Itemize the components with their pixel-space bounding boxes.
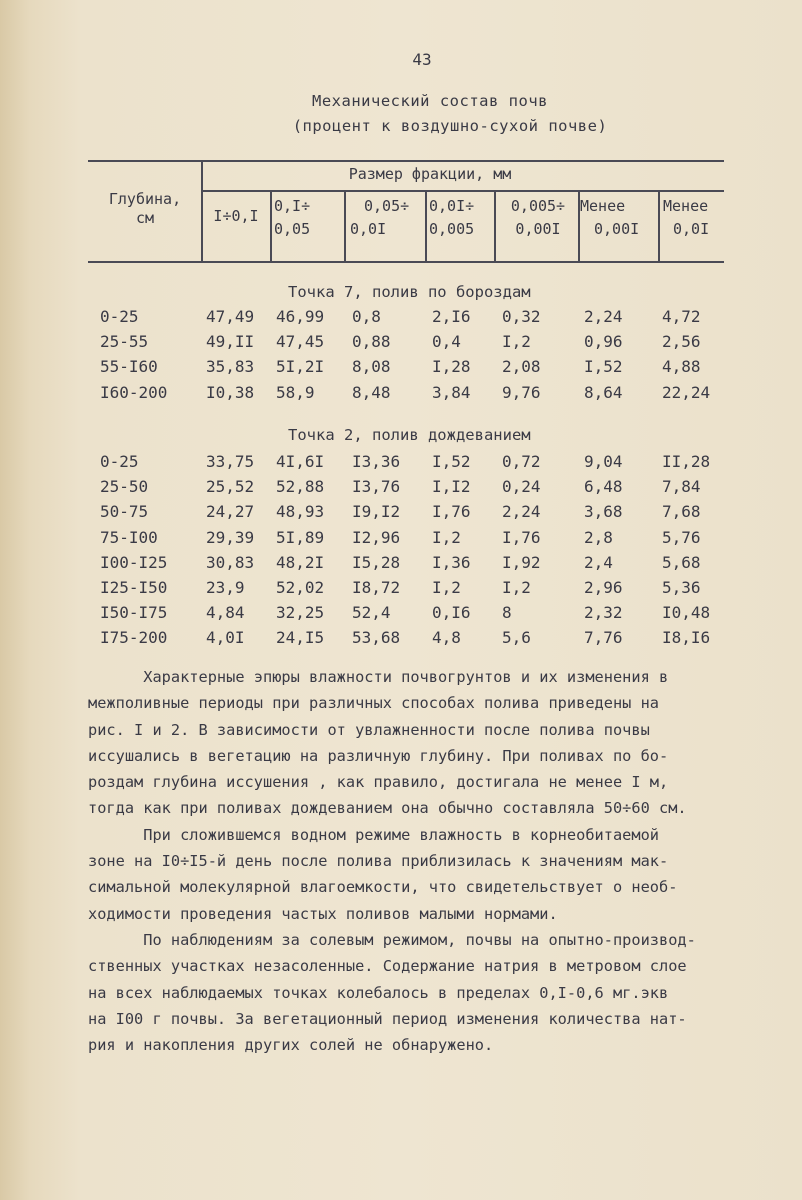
text-line: тогда как при поливах дождеванием она обычно составляла 50÷60 см. [88, 799, 687, 818]
value-cell: 47,49 [206, 307, 255, 327]
value-cell: 0,24 [502, 477, 541, 497]
value-cell: I8,72 [352, 578, 401, 598]
value-cell: 4,88 [662, 357, 701, 377]
value-cell: 46,99 [276, 307, 325, 327]
data-table-section-2 [100, 449, 726, 651]
depth-cell: I75-200 [100, 628, 168, 648]
depth-cell: I60-200 [100, 382, 168, 402]
fraction-header-line: 0,00I [515, 220, 561, 238]
value-cell: 5,76 [662, 527, 701, 547]
text-line: При сложившемся водном режиме влажность в корнеобитаемой [88, 825, 659, 844]
fraction-header-line: 0,05÷ [364, 197, 410, 215]
value-cell: 5,6 [502, 628, 531, 648]
value-cell: 33,75 [206, 452, 255, 472]
value-cell: 5,36 [662, 578, 701, 598]
value-cell: 6,48 [584, 477, 623, 497]
value-cell: I,52 [432, 452, 471, 472]
value-cell: 0,32 [502, 307, 541, 327]
text-line: на I00 г почвы. За вегетационный период изменения количества нат- [88, 1009, 687, 1028]
depth-cell: 50-75 [100, 502, 149, 522]
text-line: роздам глубина иссушения , как правило, достигала не менее I м, [88, 773, 669, 792]
fraction-header-line: Менее [580, 197, 626, 215]
value-cell: I0,48 [662, 603, 711, 623]
value-cell: 3,68 [584, 502, 623, 522]
table-row [100, 449, 726, 474]
value-cell: 2,24 [584, 307, 623, 327]
text-line: ственных участках незасоленные. Содержание натрия в метровом слое [88, 957, 687, 976]
value-cell: 4,0I [206, 628, 245, 648]
fraction-header-line: Менее [663, 197, 709, 215]
value-cell: 9,76 [502, 382, 541, 402]
value-cell: I,76 [432, 502, 471, 522]
fraction-header-line: 0,005 [429, 220, 475, 238]
value-cell: 8,08 [352, 357, 391, 377]
value-cell: 23,9 [206, 578, 245, 598]
text-line: зоне на I0÷I5-й день после полива приблизилась к значениям мак- [88, 852, 669, 871]
value-cell: 7,76 [584, 628, 623, 648]
value-cell: I9,I2 [352, 502, 401, 522]
fraction-header [274, 195, 342, 241]
value-cell: 53,68 [352, 628, 401, 648]
value-cell: 5I,89 [276, 527, 325, 547]
value-cell: I,36 [432, 552, 471, 572]
header-divider [425, 190, 427, 261]
fraction-group-header: Размер фракции, мм [348, 165, 512, 183]
value-cell: 25,52 [206, 477, 255, 497]
value-cell: I,2 [432, 527, 461, 547]
depth-header-unit: см [135, 209, 155, 227]
value-cell: I3,76 [352, 477, 401, 497]
text-line: иссушались в вегетацию на различную глубину. При поливах по бо- [88, 746, 669, 765]
table-row [100, 525, 726, 550]
fraction-header-line: 0,0I÷ [429, 197, 475, 215]
value-cell: 0,I6 [432, 603, 471, 623]
value-cell: I,92 [502, 552, 541, 572]
value-cell: 8,48 [352, 382, 391, 402]
value-cell: 2,96 [584, 578, 623, 598]
value-cell: 30,83 [206, 552, 255, 572]
value-cell: 2,24 [502, 502, 541, 522]
depth-cell: 0-25 [100, 307, 139, 327]
fraction-header-line: 0,00I [594, 220, 640, 238]
value-cell: I5,28 [352, 552, 401, 572]
text-line: рис. I и 2. В зависимости от увлажненности после полива почвы [88, 720, 650, 739]
table-row [100, 329, 726, 354]
data-table-section-1 [100, 304, 726, 405]
header-bottom-rule [88, 261, 724, 263]
fraction-header [203, 205, 269, 228]
value-cell: I8,I6 [662, 628, 711, 648]
value-cell: 48,93 [276, 502, 325, 522]
value-cell: 49,II [206, 332, 255, 352]
value-cell: II,28 [662, 452, 711, 472]
fraction-header [663, 195, 725, 241]
value-cell: I3,36 [352, 452, 401, 472]
paragraph [88, 822, 758, 927]
text-line: межполивные периоды при различных способах полива приведены на [88, 694, 659, 713]
text-line: ходимости проведения частых поливов малыми нормами. [88, 904, 558, 923]
value-cell: 8,64 [584, 382, 623, 402]
value-cell: 0,88 [352, 332, 391, 352]
value-cell: 9,04 [584, 452, 623, 472]
depth-cell: I00-I25 [100, 552, 168, 572]
group-header-rule [202, 190, 724, 192]
value-cell: 5,68 [662, 552, 701, 572]
value-cell: 32,25 [276, 603, 325, 623]
fraction-header-line: 0,0I [673, 220, 710, 238]
body-text [88, 664, 758, 1058]
value-cell: 29,39 [206, 527, 255, 547]
fraction-header-line: 0,005÷ [510, 197, 566, 215]
header-divider [658, 190, 660, 261]
depth-cell: I25-I50 [100, 578, 168, 598]
value-cell: 35,83 [206, 357, 255, 377]
table-title: Механический состав почв [312, 92, 548, 110]
text-line: рия и накопления других солей не обнаружено. [88, 1036, 494, 1055]
value-cell: 24,I5 [276, 628, 325, 648]
value-cell: 8 [502, 603, 512, 623]
section-label: Точка 2, полив дождеванием [288, 426, 531, 444]
value-cell: 2,08 [502, 357, 541, 377]
fraction-header-line: 0,05 [274, 220, 311, 238]
value-cell: 47,45 [276, 332, 325, 352]
value-cell: 2,I6 [432, 307, 471, 327]
depth-cell: 75-I00 [100, 527, 158, 547]
value-cell: 48,2I [276, 552, 325, 572]
value-cell: 2,32 [584, 603, 623, 623]
page-number: 43 [412, 50, 432, 69]
value-cell: 52,88 [276, 477, 325, 497]
depth-cell: 25-50 [100, 477, 149, 497]
value-cell: I2,96 [352, 527, 401, 547]
depth-cell: 0-25 [100, 452, 139, 472]
value-cell: 0,96 [584, 332, 623, 352]
value-cell: 52,4 [352, 603, 391, 623]
value-cell: I,52 [584, 357, 623, 377]
table-row [100, 354, 726, 379]
value-cell: 52,02 [276, 578, 325, 598]
table-subtitle: (процент к воздушно-сухой почве) [292, 117, 608, 135]
value-cell: 4,84 [206, 603, 245, 623]
header-divider [270, 190, 272, 261]
value-cell: 4,72 [662, 307, 701, 327]
fraction-header [580, 195, 656, 241]
fraction-header-line: 0,I÷ [274, 197, 311, 215]
paragraph [88, 664, 758, 822]
value-cell: I,28 [432, 357, 471, 377]
table-row [100, 625, 726, 650]
fraction-header [500, 195, 576, 241]
value-cell: I,I2 [432, 477, 471, 497]
table-row [100, 499, 726, 524]
value-cell: 22,24 [662, 382, 711, 402]
table-row [100, 474, 726, 499]
value-cell: 0,72 [502, 452, 541, 472]
value-cell: 7,84 [662, 477, 701, 497]
text-line: на всех наблюдаемых точках колебалось в пределах 0,I-0,6 мг.экв [88, 983, 669, 1002]
value-cell: 4,8 [432, 628, 461, 648]
depth-cell: I50-I75 [100, 603, 168, 623]
text-line: По наблюдениям за солевым режимом, почвы на опытно-производ- [88, 930, 696, 949]
value-cell: 7,68 [662, 502, 701, 522]
value-cell: I,2 [502, 332, 531, 352]
paragraph [88, 927, 758, 1058]
value-cell: 2,4 [584, 552, 613, 572]
value-cell: 5I,2I [276, 357, 325, 377]
value-cell: I0,38 [206, 382, 255, 402]
table-row [100, 550, 726, 575]
value-cell: 2,8 [584, 527, 613, 547]
depth-header [92, 188, 198, 230]
value-cell: I,2 [432, 578, 461, 598]
value-cell: 0,4 [432, 332, 461, 352]
depth-cell: 55-I60 [100, 357, 158, 377]
table-row [100, 304, 726, 329]
text-line: Характерные эпюры влажности почвогрунтов и их изменения в [88, 668, 669, 686]
table-row [100, 380, 726, 405]
fraction-header-line: 0,0I [350, 220, 387, 238]
section-label: Точка 7, полив по бороздам [288, 283, 531, 301]
depth-header-line: Глубина, [108, 190, 182, 208]
value-cell: 58,9 [276, 382, 315, 402]
value-cell: 0,8 [352, 307, 381, 327]
text-line: симальной молекулярной влагоемкости, что свидетельствует о необ- [88, 878, 678, 897]
header-divider [344, 190, 346, 261]
header-divider [494, 190, 496, 261]
table-row [100, 600, 726, 625]
fraction-header [350, 195, 422, 241]
table-row [100, 575, 726, 600]
depth-cell: 25-55 [100, 332, 149, 352]
value-cell: 4I,6I [276, 452, 325, 472]
value-cell: 3,84 [432, 382, 471, 402]
value-cell: I,2 [502, 578, 531, 598]
fraction-header [429, 195, 493, 241]
fraction-header-line: I÷0,I [213, 207, 259, 225]
table-top-rule [88, 160, 724, 162]
value-cell: 24,27 [206, 502, 255, 522]
value-cell: 2,56 [662, 332, 701, 352]
value-cell: I,76 [502, 527, 541, 547]
